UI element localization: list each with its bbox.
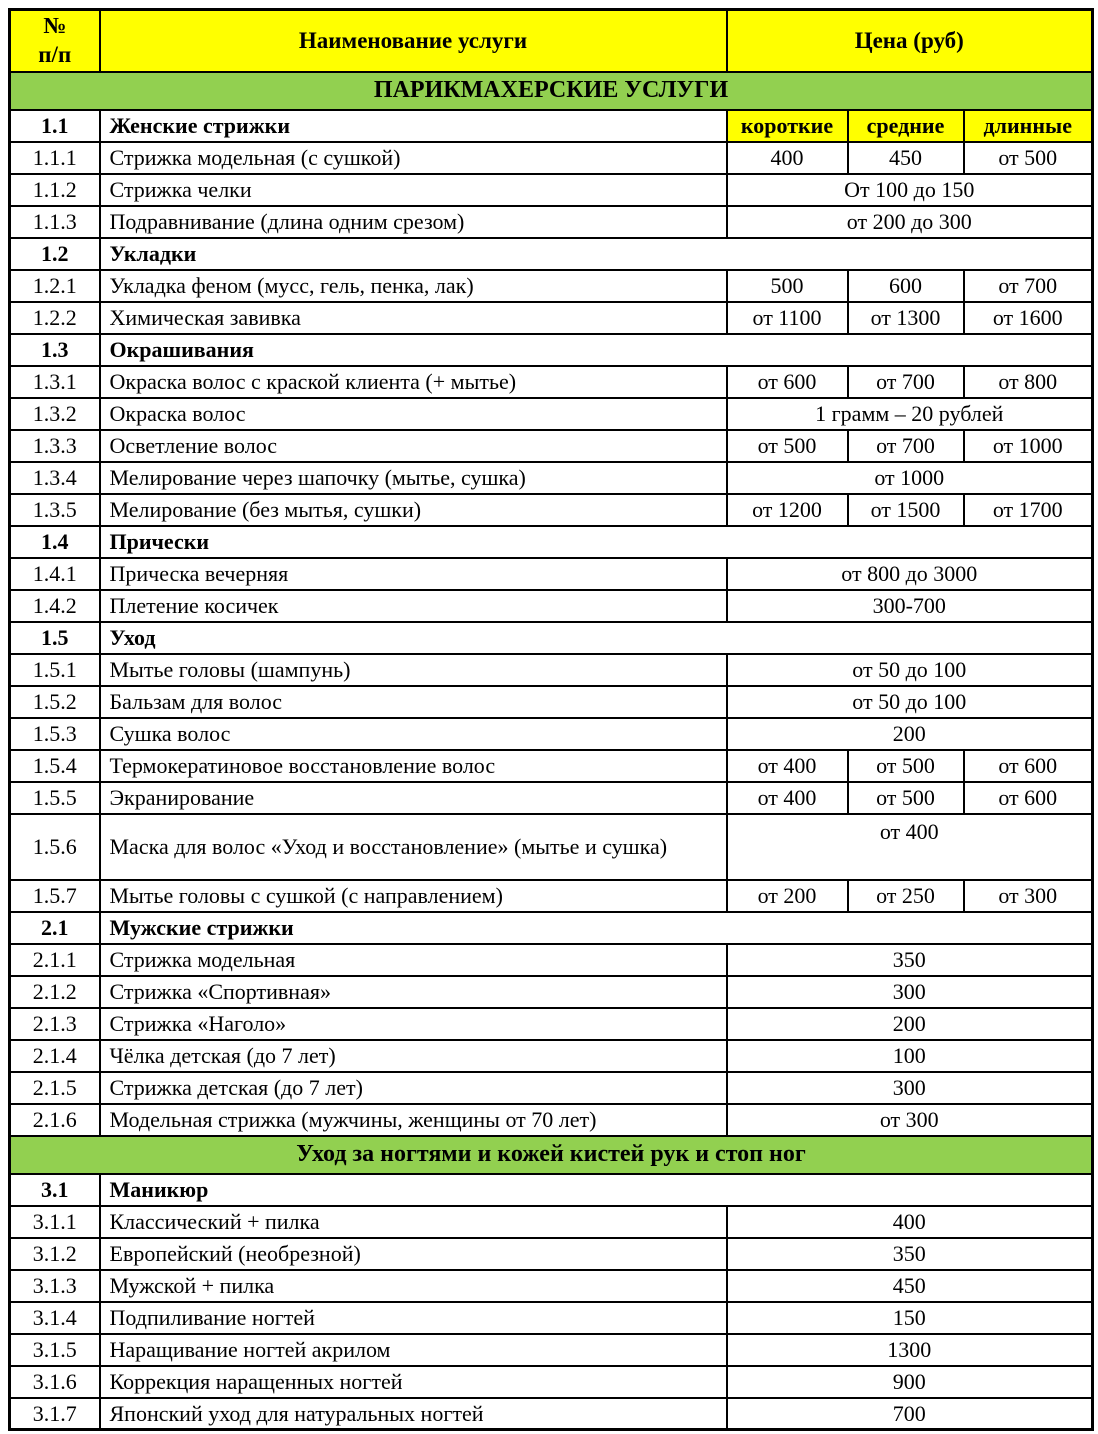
service-name: Окраска волос: [100, 398, 727, 430]
price-value: 350: [727, 944, 1093, 976]
row-number: 3.1.6: [10, 1366, 100, 1398]
table-row: [10, 494, 1093, 526]
row-number: 3.1: [10, 1174, 100, 1206]
service-name: Мытье головы (шампунь): [100, 654, 727, 686]
table-row: [10, 1334, 1093, 1366]
row-number: 1.1.3: [10, 206, 100, 238]
row-number: 1.1.2: [10, 174, 100, 206]
price-value: от 400: [727, 814, 1093, 880]
table-row: [10, 558, 1093, 590]
row-number: 1.5.3: [10, 718, 100, 750]
row-number: 1.5.4: [10, 750, 100, 782]
table-row: [10, 622, 1093, 654]
price-value: от 500: [848, 750, 964, 782]
table-row: [10, 880, 1093, 912]
table-row: [10, 1270, 1093, 1302]
row-number: 3.1.7: [10, 1398, 100, 1430]
service-name: Европейский (необрезной): [100, 1238, 727, 1270]
price-value: 450: [848, 142, 964, 174]
service-name: Стрижка модельная (с сушкой): [100, 142, 727, 174]
price-value: от 400: [727, 782, 848, 814]
price-value: 600: [848, 270, 964, 302]
row-number: 1.3.5: [10, 494, 100, 526]
row-number: 2.1.1: [10, 944, 100, 976]
price-value: от 300: [964, 880, 1093, 912]
row-number: 1.5.5: [10, 782, 100, 814]
table-row: [10, 1366, 1093, 1398]
row-number: 1.2.2: [10, 302, 100, 334]
section-banner: [10, 1136, 1093, 1174]
price-value: от 500: [964, 142, 1093, 174]
row-number: 3.1.3: [10, 1270, 100, 1302]
price-value: 900: [727, 1366, 1093, 1398]
service-name: Мытье головы с сушкой (с направлением): [100, 880, 727, 912]
row-number: 1.4: [10, 526, 100, 558]
price-value: от 700: [848, 430, 964, 462]
table-row: [10, 302, 1093, 334]
header-number-line1: №: [43, 13, 67, 38]
service-name: Мелирование через шапочку (мытье, сушка): [100, 462, 727, 494]
price-value: 350: [727, 1238, 1093, 1270]
service-name: Чёлка детская (до 7 лет): [100, 1040, 727, 1072]
row-number: 2.1.2: [10, 976, 100, 1008]
price-value: от 1500: [848, 494, 964, 526]
price-value: 100: [727, 1040, 1093, 1072]
price-value: от 1200: [727, 494, 848, 526]
section-banner-label: Уход за ногтями и кожей кистей рук и стоп ног: [10, 1136, 1093, 1174]
table-row: [10, 1072, 1093, 1104]
table-header-row: [10, 10, 1093, 72]
price-value: 150: [727, 1302, 1093, 1334]
table-row: [10, 814, 1093, 880]
row-number: 1.3.2: [10, 398, 100, 430]
service-name: Термокератиновое восстановление волос: [100, 750, 727, 782]
price-value: от 1100: [727, 302, 848, 334]
service-name: Подпиливание ногтей: [100, 1302, 727, 1334]
table-row: [10, 1206, 1093, 1238]
service-name: Плетение косичек: [100, 590, 727, 622]
table-row: [10, 750, 1093, 782]
service-name: Маникюр: [100, 1174, 1093, 1206]
table-row: [10, 590, 1093, 622]
table-row: [10, 944, 1093, 976]
service-name: Стрижка челки: [100, 174, 727, 206]
price-value: от 500: [848, 782, 964, 814]
header-col-number: [10, 10, 100, 72]
row-number: 2.1: [10, 912, 100, 944]
table-row: [10, 142, 1093, 174]
price-value: от 1700: [964, 494, 1093, 526]
table-row: [10, 976, 1093, 1008]
service-name: Коррекция наращенных ногтей: [100, 1366, 727, 1398]
service-name: Подравнивание (длина одним срезом): [100, 206, 727, 238]
price-value: 300: [727, 1072, 1093, 1104]
row-number: 1.4.2: [10, 590, 100, 622]
table-row: [10, 334, 1093, 366]
row-number: 3.1.4: [10, 1302, 100, 1334]
price-col-header: длинные: [964, 110, 1093, 142]
price-value: от 1000: [727, 462, 1093, 494]
price-value: от 700: [848, 366, 964, 398]
service-name: Осветление волос: [100, 430, 727, 462]
table-row: [10, 1238, 1093, 1270]
table-row: [10, 1174, 1093, 1206]
service-name: Химическая завивка: [100, 302, 727, 334]
service-name: Прически: [100, 526, 1093, 558]
price-table: [8, 8, 1094, 1431]
price-value: от 600: [964, 782, 1093, 814]
service-name: Наращивание ногтей акрилом: [100, 1334, 727, 1366]
price-value: 300-700: [727, 590, 1093, 622]
table-row: [10, 462, 1093, 494]
price-col-header: средние: [848, 110, 964, 142]
service-name: Экранирование: [100, 782, 727, 814]
price-value: от 800: [964, 366, 1093, 398]
price-value: 200: [727, 1008, 1093, 1040]
row-number: 2.1.6: [10, 1104, 100, 1136]
row-number: 1.1.1: [10, 142, 100, 174]
price-value: от 200: [727, 880, 848, 912]
table-row: [10, 238, 1093, 270]
table-row: [10, 718, 1093, 750]
service-name: Окраска волос с краской клиента (+ мытье): [100, 366, 727, 398]
table-row: [10, 1104, 1093, 1136]
price-value: от 800 до 3000: [727, 558, 1093, 590]
row-number: 1.3.3: [10, 430, 100, 462]
price-value: 300: [727, 976, 1093, 1008]
service-name: Японский уход для натуральных ногтей: [100, 1398, 727, 1430]
row-number: 1.5.6: [10, 814, 100, 880]
table-row: [10, 110, 1093, 142]
price-value: 200: [727, 718, 1093, 750]
table-row: [10, 654, 1093, 686]
price-col-header: короткие: [727, 110, 848, 142]
row-number: 2.1.4: [10, 1040, 100, 1072]
table-row: [10, 912, 1093, 944]
table-row: [10, 270, 1093, 302]
table-row: [10, 1302, 1093, 1334]
price-value: 1300: [727, 1334, 1093, 1366]
table-row: [10, 206, 1093, 238]
service-name: Мелирование (без мытья, сушки): [100, 494, 727, 526]
table-row: [10, 686, 1093, 718]
section-banner-label: ПАРИКМАХЕРСКИЕ УСЛУГИ: [10, 72, 1093, 110]
service-name: Стрижка детская (до 7 лет): [100, 1072, 727, 1104]
price-value: от 250: [848, 880, 964, 912]
row-number: 3.1.1: [10, 1206, 100, 1238]
row-number: 1.5: [10, 622, 100, 654]
row-number: 1.4.1: [10, 558, 100, 590]
table-row: [10, 1398, 1093, 1430]
price-value: от 400: [727, 750, 848, 782]
price-value: от 500: [727, 430, 848, 462]
header-number-line2: п/п: [38, 41, 72, 67]
row-number: 1.5.2: [10, 686, 100, 718]
table-row: [10, 526, 1093, 558]
price-value: от 1000: [964, 430, 1093, 462]
price-value: 400: [727, 142, 848, 174]
price-value: от 600: [964, 750, 1093, 782]
price-value: 450: [727, 1270, 1093, 1302]
service-name: Уход: [100, 622, 1093, 654]
service-name: Маска для волос «Уход и восстановление» (мытье и сушка): [100, 814, 727, 880]
row-number: 1.3: [10, 334, 100, 366]
row-number: 1.5.7: [10, 880, 100, 912]
service-name: Окрашивания: [100, 334, 1093, 366]
price-value: 500: [727, 270, 848, 302]
header-col-service: Наименование услуги: [100, 10, 727, 72]
service-name: Женские стрижки: [100, 110, 727, 142]
price-value: от 300: [727, 1104, 1093, 1136]
service-name: Классический + пилка: [100, 1206, 727, 1238]
price-value: от 200 до 300: [727, 206, 1093, 238]
service-name: Укладка феном (мусс, гель, пенка, лак): [100, 270, 727, 302]
row-number: 1.3.1: [10, 366, 100, 398]
service-name: Стрижка «Наголо»: [100, 1008, 727, 1040]
row-number: 2.1.3: [10, 1008, 100, 1040]
row-number: 2.1.5: [10, 1072, 100, 1104]
row-number: 1.3.4: [10, 462, 100, 494]
row-number: 1.1: [10, 110, 100, 142]
price-value: 700: [727, 1398, 1093, 1430]
price-value: от 600: [727, 366, 848, 398]
header-col-price: Цена (руб): [727, 10, 1093, 72]
price-value: от 700: [964, 270, 1093, 302]
price-value: от 1300: [848, 302, 964, 334]
table-row: [10, 1040, 1093, 1072]
service-name: Мужские стрижки: [100, 912, 1093, 944]
price-value: От 100 до 150: [727, 174, 1093, 206]
table-row: [10, 398, 1093, 430]
service-name: Стрижка модельная: [100, 944, 727, 976]
table-row: [10, 1008, 1093, 1040]
row-number: 1.2: [10, 238, 100, 270]
service-name: Сушка волос: [100, 718, 727, 750]
price-value: 1 грамм – 20 рублей: [727, 398, 1093, 430]
row-number: 3.1.2: [10, 1238, 100, 1270]
price-value: от 1600: [964, 302, 1093, 334]
service-name: Прическа вечерняя: [100, 558, 727, 590]
service-name: Стрижка «Спортивная»: [100, 976, 727, 1008]
service-name: Укладки: [100, 238, 1093, 270]
table-row: [10, 782, 1093, 814]
table-row: [10, 430, 1093, 462]
section-banner: [10, 72, 1093, 110]
row-number: 1.2.1: [10, 270, 100, 302]
service-name: Мужской + пилка: [100, 1270, 727, 1302]
table-row: [10, 174, 1093, 206]
service-name: Бальзам для волос: [100, 686, 727, 718]
row-number: 3.1.5: [10, 1334, 100, 1366]
price-value: от 50 до 100: [727, 654, 1093, 686]
service-name: Модельная стрижка (мужчины, женщины от 70 лет): [100, 1104, 727, 1136]
price-value: 400: [727, 1206, 1093, 1238]
table-row: [10, 366, 1093, 398]
price-value: от 50 до 100: [727, 686, 1093, 718]
row-number: 1.5.1: [10, 654, 100, 686]
